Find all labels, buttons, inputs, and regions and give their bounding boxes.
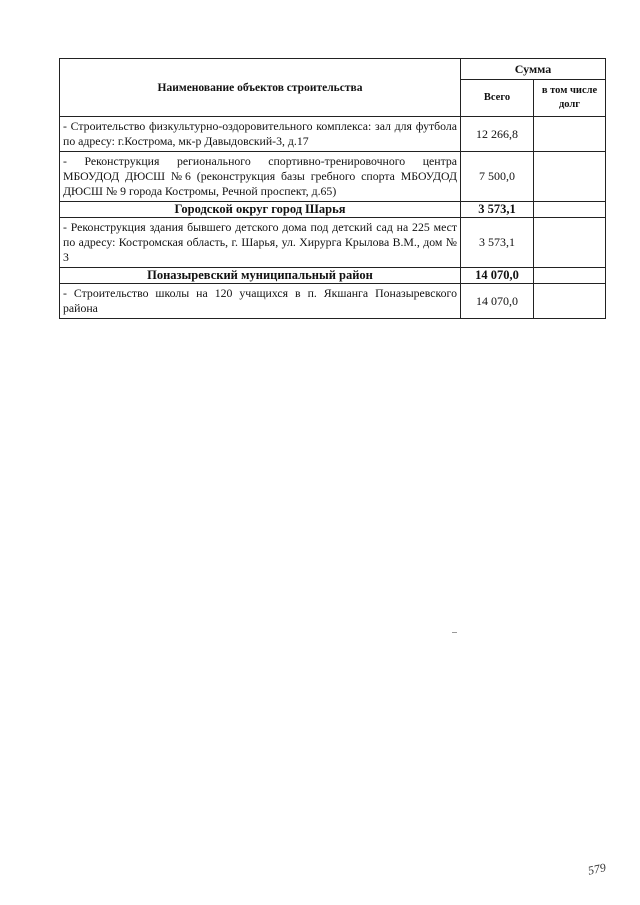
group-name-cell: Городской округ город Шарья	[60, 202, 461, 218]
budget-table	[59, 58, 606, 319]
group-total-cell: 14 070,0	[461, 268, 534, 284]
table-row	[60, 117, 606, 152]
scan-speck	[452, 632, 457, 633]
group-debt-cell	[534, 202, 606, 218]
object-name-cell: - Строительство физкультурно-оздоровительного комплекса: зал для футбола по адресу: г.Кострома, мк-р Давыдовский-3, д.17	[60, 117, 461, 152]
header-debt: в том числе долг	[534, 80, 606, 117]
object-name-cell: - Реконструкция здания бывшего детского дома под детский сад на 225 мест по адресу: Костромская область, г. Шарья, ул. Хирурга Крылова В.М., дом № 3	[60, 218, 461, 268]
table-row	[60, 284, 606, 319]
total-cell: 14 070,0	[461, 284, 534, 319]
debt-cell	[534, 284, 606, 319]
group-row	[60, 268, 606, 284]
total-cell: 3 573,1	[461, 218, 534, 268]
total-cell: 12 266,8	[461, 117, 534, 152]
total-cell: 7 500,0	[461, 152, 534, 202]
group-debt-cell	[534, 268, 606, 284]
group-name-cell: Поназыревский муниципальный район	[60, 268, 461, 284]
group-row	[60, 202, 606, 218]
debt-cell	[534, 117, 606, 152]
page-number: 579	[586, 860, 608, 878]
header-total: Всего	[461, 80, 534, 117]
header-sum: Сумма	[461, 59, 606, 80]
debt-cell	[534, 218, 606, 268]
object-name-cell: - Реконструкция регионального спортивно-тренировочного центра МБОУДОД ДЮСШ №6 (реконструкция базы гребного спорта МБОУДОД ДЮСШ № 9 города Костромы, Речной проспект, д.65)	[60, 152, 461, 202]
table-row	[60, 218, 606, 268]
debt-cell	[534, 152, 606, 202]
group-total-cell: 3 573,1	[461, 202, 534, 218]
object-name-cell: - Строительство школы на 120 учащихся в п. Якшанга Поназыревского района	[60, 284, 461, 319]
table-row	[60, 152, 606, 202]
header-object-name: Наименование объектов строительства	[60, 59, 461, 117]
